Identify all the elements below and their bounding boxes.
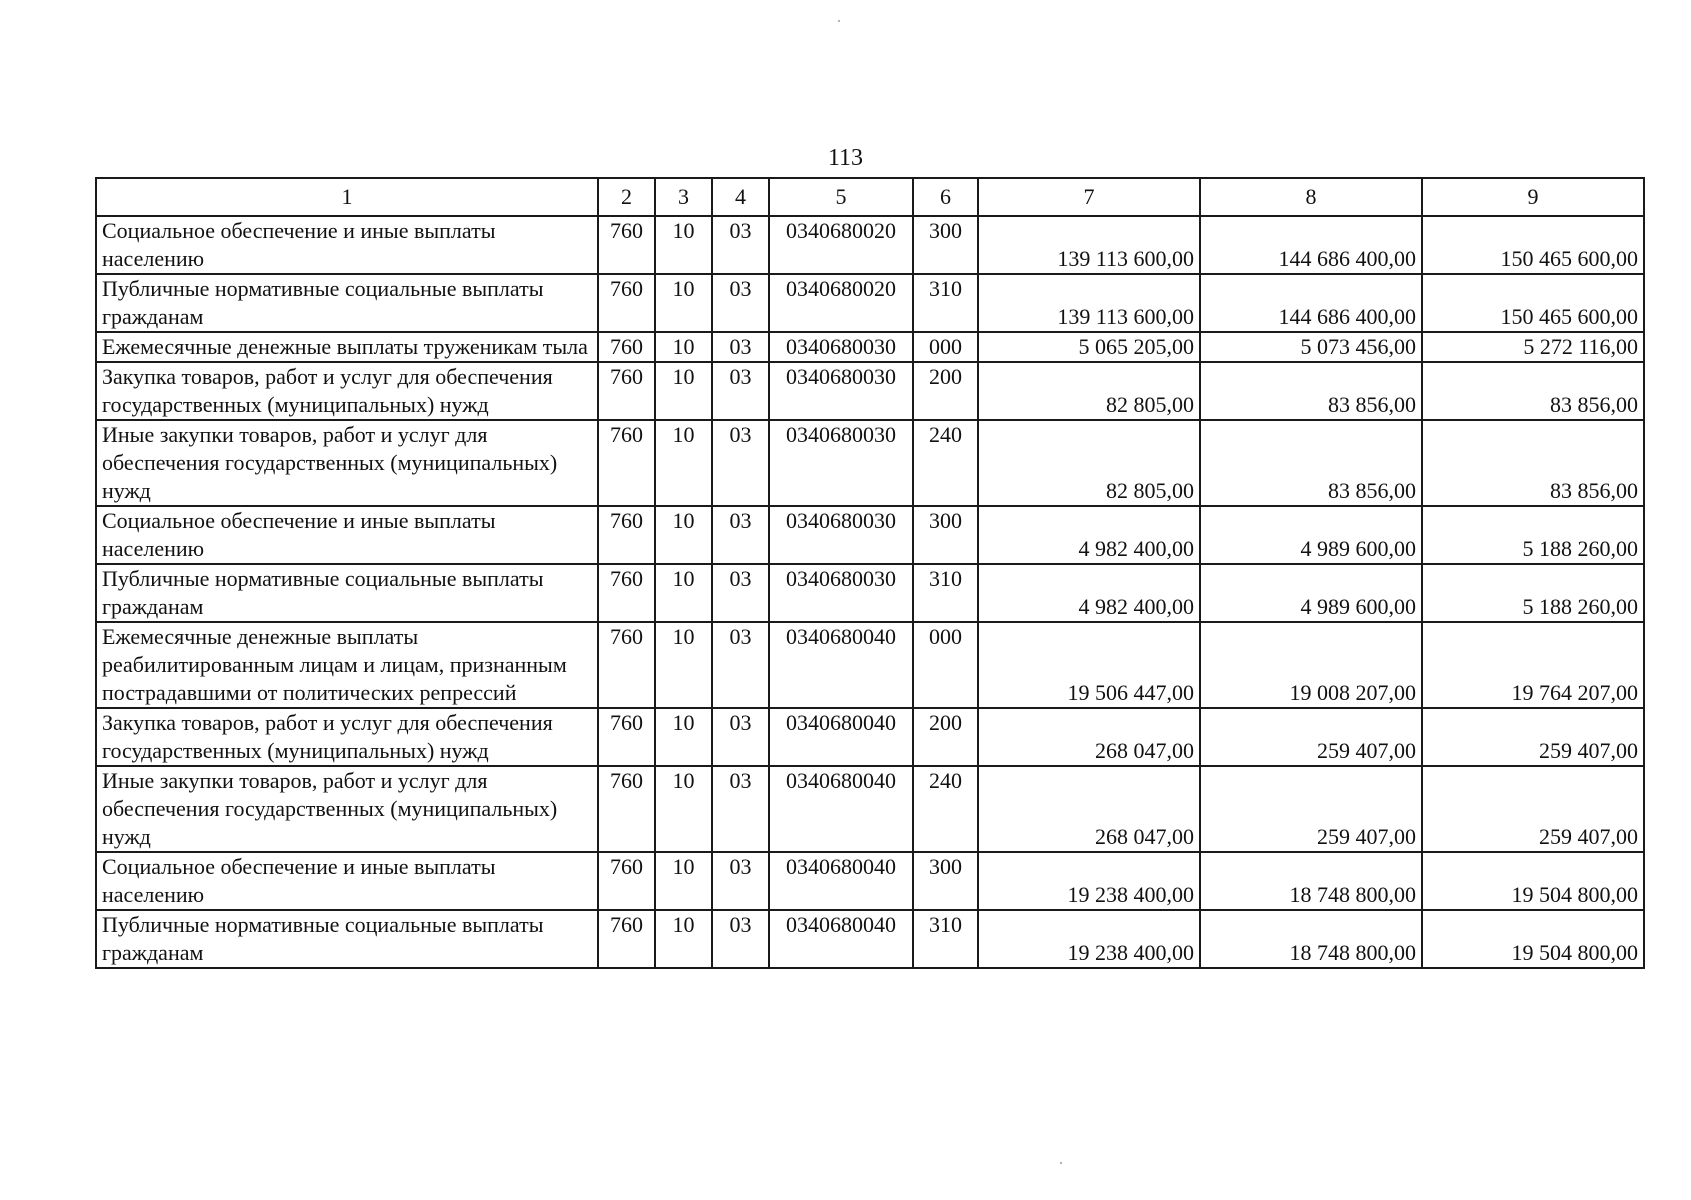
row-code-4: 03 [712,622,769,708]
scan-speck [1060,1162,1062,1164]
row-amount-9: 5 272 116,00 [1422,332,1644,362]
table-row [96,910,1644,968]
row-code-5: 0340680040 [769,766,913,852]
row-code-6: 200 [913,708,978,766]
row-code-5: 0340680030 [769,506,913,564]
row-code-2: 760 [598,708,655,766]
row-code-6: 300 [913,216,978,274]
table-row [96,622,1644,708]
row-code-5: 0340680040 [769,708,913,766]
table-row [96,420,1644,506]
row-code-6: 000 [913,332,978,362]
header-cell-4: 4 [712,178,769,216]
row-code-5: 0340680040 [769,622,913,708]
row-code-6: 200 [913,362,978,420]
row-code-4: 03 [712,766,769,852]
table-row [96,852,1644,910]
header-row [96,178,1644,216]
header-cell-2: 2 [598,178,655,216]
row-code-4: 03 [712,216,769,274]
row-amount-7: 139 113 600,00 [978,216,1200,274]
row-code-3: 10 [655,910,712,968]
row-code-2: 760 [598,332,655,362]
row-code-4: 03 [712,506,769,564]
row-code-4: 03 [712,852,769,910]
table-row [96,506,1644,564]
row-code-4: 03 [712,332,769,362]
row-code-4: 03 [712,420,769,506]
row-code-5: 0340680030 [769,362,913,420]
row-code-5: 0340680030 [769,564,913,622]
row-amount-7: 82 805,00 [978,420,1200,506]
row-code-4: 03 [712,708,769,766]
row-amount-7: 268 047,00 [978,766,1200,852]
row-code-2: 760 [598,274,655,332]
row-amount-8: 19 008 207,00 [1200,622,1422,708]
row-amount-7: 4 982 400,00 [978,506,1200,564]
row-code-3: 10 [655,852,712,910]
table-row [96,766,1644,852]
row-amount-9: 259 407,00 [1422,766,1644,852]
table-row [96,332,1644,362]
row-amount-7: 19 238 400,00 [978,852,1200,910]
row-code-6: 300 [913,506,978,564]
page-number: 113 [827,145,864,171]
header-cell-1: 1 [96,178,598,216]
row-code-2: 760 [598,852,655,910]
row-code-6: 240 [913,420,978,506]
row-code-5: 0340680020 [769,216,913,274]
row-amount-9: 150 465 600,00 [1422,216,1644,274]
row-code-2: 760 [598,564,655,622]
row-code-6: 000 [913,622,978,708]
row-amount-7: 5 065 205,00 [978,332,1200,362]
row-code-3: 10 [655,332,712,362]
row-name: Социальное обеспечение и иные выплаты населению [96,216,598,274]
row-amount-7: 19 506 447,00 [978,622,1200,708]
row-name: Социальное обеспечение и иные выплаты населению [96,852,598,910]
row-code-6: 240 [913,766,978,852]
row-code-4: 03 [712,274,769,332]
row-code-3: 10 [655,564,712,622]
row-code-3: 10 [655,766,712,852]
table-row [96,708,1644,766]
row-code-5: 0340680040 [769,910,913,968]
row-code-3: 10 [655,708,712,766]
row-amount-7: 4 982 400,00 [978,564,1200,622]
scan-speck [838,20,840,22]
row-amount-8: 83 856,00 [1200,362,1422,420]
header-cell-9: 9 [1422,178,1644,216]
row-amount-7: 139 113 600,00 [978,274,1200,332]
header-cell-6: 6 [913,178,978,216]
row-amount-8: 18 748 800,00 [1200,910,1422,968]
row-code-6: 310 [913,274,978,332]
row-amount-9: 83 856,00 [1422,420,1644,506]
row-code-3: 10 [655,362,712,420]
row-name: Публичные нормативные социальные выплаты гражданам [96,564,598,622]
row-amount-8: 5 073 456,00 [1200,332,1422,362]
row-amount-8: 83 856,00 [1200,420,1422,506]
budget-table [95,177,1645,969]
table-row [96,362,1644,420]
table-row [96,564,1644,622]
row-code-2: 760 [598,216,655,274]
row-amount-8: 18 748 800,00 [1200,852,1422,910]
table-row [96,274,1644,332]
row-amount-9: 259 407,00 [1422,708,1644,766]
row-code-5: 0340680040 [769,852,913,910]
row-name: Иные закупки товаров, работ и услуг для обеспечения государственных (муниципальных) нужд [96,766,598,852]
row-code-3: 10 [655,216,712,274]
row-code-6: 310 [913,564,978,622]
row-code-3: 10 [655,420,712,506]
table-row [96,216,1644,274]
row-name: Публичные нормативные социальные выплаты гражданам [96,910,598,968]
row-amount-7: 268 047,00 [978,708,1200,766]
row-amount-9: 150 465 600,00 [1422,274,1644,332]
row-amount-9: 5 188 260,00 [1422,506,1644,564]
row-amount-8: 4 989 600,00 [1200,564,1422,622]
row-amount-8: 144 686 400,00 [1200,274,1422,332]
row-name: Публичные нормативные социальные выплаты гражданам [96,274,598,332]
row-code-4: 03 [712,564,769,622]
row-code-6: 300 [913,852,978,910]
row-code-3: 10 [655,274,712,332]
row-amount-8: 259 407,00 [1200,766,1422,852]
row-code-4: 03 [712,362,769,420]
header-cell-7: 7 [978,178,1200,216]
row-amount-9: 5 188 260,00 [1422,564,1644,622]
row-code-4: 03 [712,910,769,968]
row-amount-8: 4 989 600,00 [1200,506,1422,564]
row-name: Закупка товаров, работ и услуг для обеспечения государственных (муниципальных) нужд [96,362,598,420]
row-code-5: 0340680020 [769,274,913,332]
row-amount-8: 144 686 400,00 [1200,216,1422,274]
row-amount-7: 82 805,00 [978,362,1200,420]
row-amount-9: 83 856,00 [1422,362,1644,420]
row-code-5: 0340680030 [769,332,913,362]
table-body [96,216,1644,968]
row-name: Ежемесячные денежные выплаты реабилитированным лицам и лицам, признанным пострадавшими от политических репрессий [96,622,598,708]
row-name: Иные закупки товаров, работ и услуг для обеспечения государственных (муниципальных) нужд [96,420,598,506]
row-code-2: 760 [598,766,655,852]
row-name: Социальное обеспечение и иные выплаты населению [96,506,598,564]
row-code-2: 760 [598,910,655,968]
header-cell-3: 3 [655,178,712,216]
row-amount-7: 19 238 400,00 [978,910,1200,968]
row-name: Ежемесячные денежные выплаты труженикам тыла [96,332,598,362]
row-code-2: 760 [598,622,655,708]
header-cell-5: 5 [769,178,913,216]
row-amount-9: 19 764 207,00 [1422,622,1644,708]
header-cell-8: 8 [1200,178,1422,216]
row-amount-9: 19 504 800,00 [1422,910,1644,968]
row-code-3: 10 [655,506,712,564]
row-name: Закупка товаров, работ и услуг для обеспечения государственных (муниципальных) нужд [96,708,598,766]
row-code-3: 10 [655,622,712,708]
row-amount-8: 259 407,00 [1200,708,1422,766]
row-code-6: 310 [913,910,978,968]
row-code-2: 760 [598,362,655,420]
row-code-5: 0340680030 [769,420,913,506]
row-code-2: 760 [598,506,655,564]
row-amount-9: 19 504 800,00 [1422,852,1644,910]
row-code-2: 760 [598,420,655,506]
